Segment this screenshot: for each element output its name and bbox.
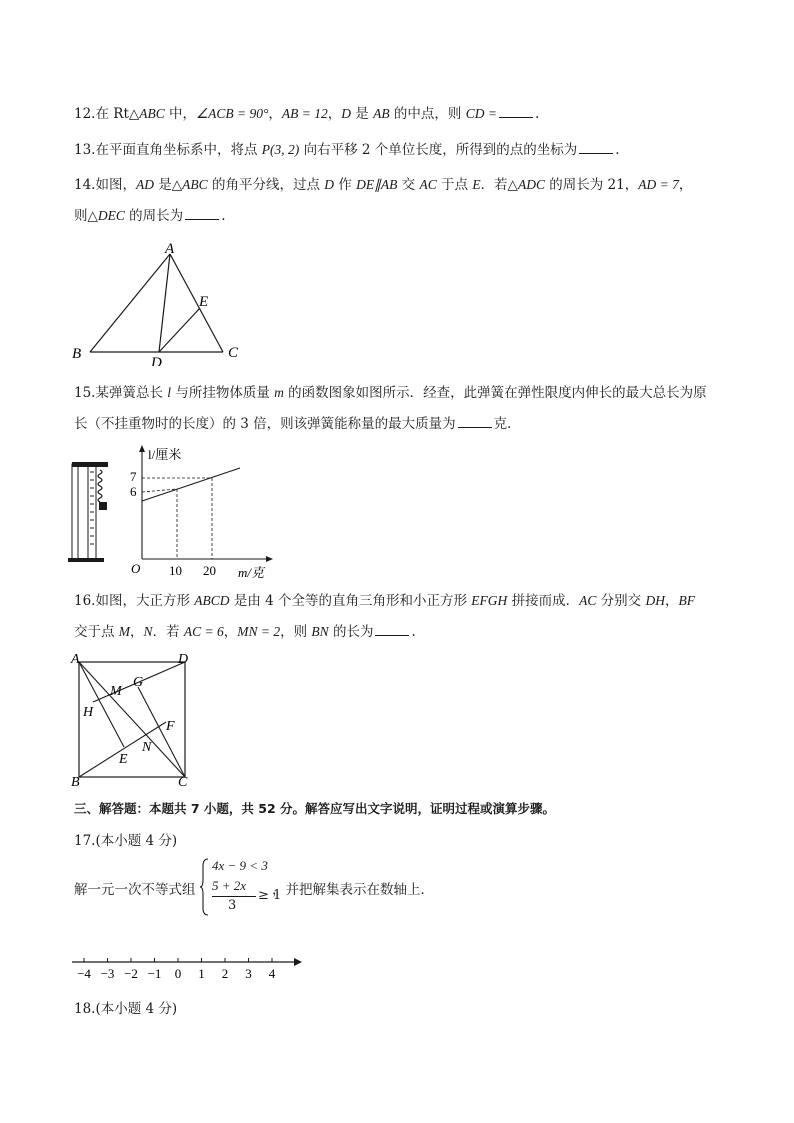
question-17-header: 17.(本小题 4 分) — [74, 833, 178, 849]
system-suffix: ，并把解集表示在数轴上． — [272, 882, 434, 898]
x-axis-label: m/克 — [238, 565, 265, 580]
number-line-label: 4 — [268, 966, 276, 981]
label-E: E — [199, 294, 209, 310]
fraction-denominator: 3 — [228, 898, 237, 913]
answer-blank[interactable] — [375, 622, 409, 636]
label-G: G — [133, 675, 144, 690]
label-F: F — [166, 719, 175, 734]
number-line-label: −2 — [124, 966, 138, 981]
label-A: A — [71, 652, 80, 667]
answer-blank[interactable] — [458, 414, 492, 428]
spring-length-chart — [128, 442, 278, 582]
label-C: C — [178, 775, 188, 790]
y-axis-label: l/厘米 — [148, 447, 182, 462]
fraction-numerator: 5 + 2x — [212, 878, 247, 893]
answer-blank[interactable] — [579, 140, 613, 154]
label-M: M — [110, 684, 122, 699]
spring-scale-illustration — [68, 458, 124, 566]
question-14-line-1: 14.如图，AD 是△ABC 的角平分线，过点 D 作 DE∥AB 交 AC 于点 E．若△ADC 的周长为 21，AD = 7， — [74, 177, 693, 193]
label-C: C — [228, 345, 239, 361]
brace-icon — [200, 858, 210, 916]
number-line-label: 3 — [245, 966, 252, 981]
triangle-figure — [64, 236, 264, 366]
label-H: H — [83, 705, 94, 720]
label-E: E — [119, 752, 128, 767]
inequality-1: 4x − 9 < 3 — [212, 858, 268, 873]
question-15-line-2: 长（不挂重物时的长度）的 3 倍，则该弹簧能称量的最大质量为 克． — [74, 416, 521, 432]
number-line-label: −3 — [100, 966, 115, 981]
question-15-line-1: 15.某弹簧总长 l 与所挂物体质量 m 的函数图象如图所示．经查，此弹簧在弹性限度内伸长的最大总长为原 — [74, 385, 707, 401]
number-line-label: 1 — [198, 966, 205, 981]
label-A: A — [165, 241, 175, 257]
inequality-2-relation: ≥ 1 — [258, 888, 282, 903]
label-D: D — [151, 355, 162, 366]
origin-label: O — [131, 561, 141, 576]
question-17-system — [74, 856, 494, 918]
number-line-label: −4 — [77, 966, 91, 981]
square-figure — [66, 650, 202, 790]
answer-blank[interactable] — [499, 104, 533, 118]
number-line-label: −1 — [147, 966, 162, 981]
question-16-line-2: 交于点 M，N．若 AC = 6，MN = 2，则 BN 的长为 . — [74, 624, 416, 640]
fraction-bar — [212, 896, 256, 897]
number-line — [66, 950, 316, 984]
label-B: B — [72, 346, 82, 362]
system-prefix: 解一元一次不等式组 — [74, 882, 196, 898]
number-line-label: 2 — [221, 966, 229, 981]
question-16-line-1: 16.如图，大正方形 ABCD 是由 4 个全等的直角三角形和小正方形 EFGH 拼接而成．AC 分别交 DH，BF — [74, 593, 695, 609]
number-line-label: 0 — [174, 966, 182, 981]
ytick-7: 7 — [130, 469, 137, 484]
xtick-10: 10 — [169, 563, 182, 578]
xtick-20: 20 — [203, 563, 216, 578]
ytick-6: 6 — [130, 484, 137, 499]
question-18-header: 18.(本小题 4 分) — [74, 1001, 178, 1017]
data-line — [142, 468, 240, 501]
question-13: 13.在平面直角坐标系中，将点 P(3, 2) 向右平移 2 个单位长度，所得到的点的坐标为 . — [74, 142, 620, 158]
section-3-heading: 三、解答题：本题共 7 小题，共 52 分。解答应写出文字说明，证明过程或演算步骤。 — [74, 801, 556, 816]
answer-blank[interactable] — [185, 206, 219, 220]
question-12: 12.在 Rt△ABC 中，∠ACB = 90°，AB = 12，D 是 AB 的中点，则 CD = . — [74, 106, 540, 122]
label-N: N — [142, 740, 152, 755]
label-D: D — [178, 652, 189, 667]
label-B: B — [71, 775, 80, 790]
question-14-line-2: 则△DEC 的周长为 . — [74, 208, 226, 224]
